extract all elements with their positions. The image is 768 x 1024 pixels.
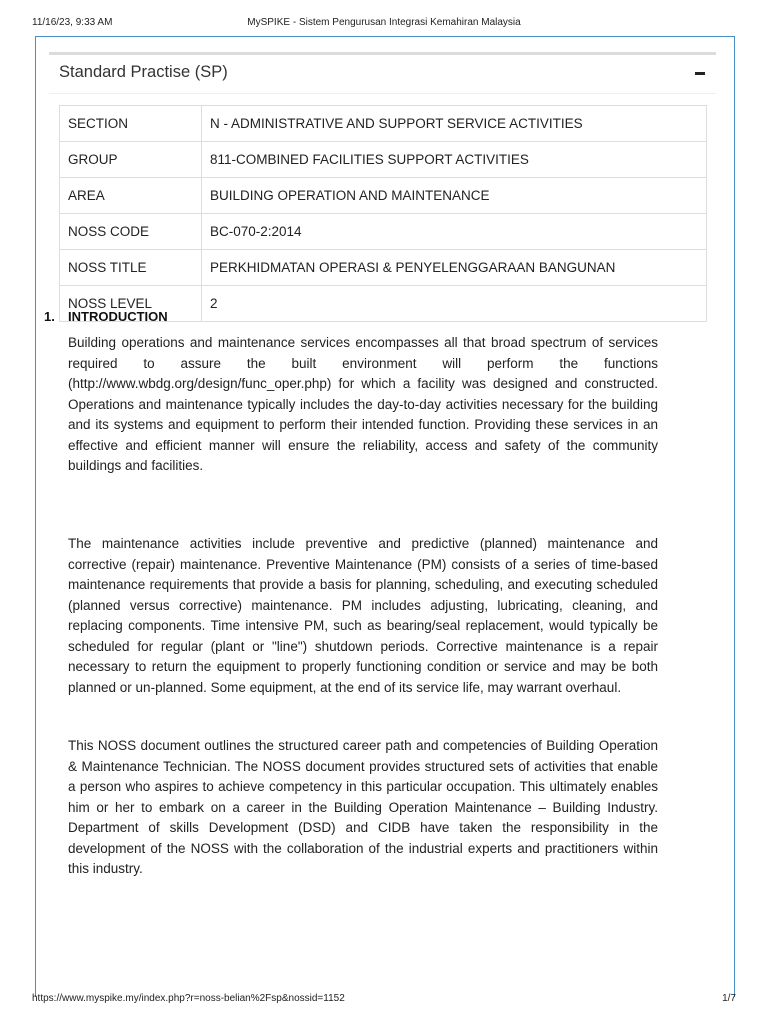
- row-value: BC-070-2:2014: [202, 214, 707, 250]
- row-label: AREA: [60, 178, 202, 214]
- table-row: [60, 106, 707, 142]
- table-row: [60, 250, 707, 286]
- introduction-paragraph-3: This NOSS document outlines the structured career path and competencies of Building Operation & Maintenance Technician. The NOSS document provides structured sets of activities that enable a person who aspires to achieve competency in this particular occupation. This ultimately enables him or her to embark on a career in the Building Operation Maintenance – Building Industry. Department of skills Development (DSD) and CIDB have taken the responsibility in the development of the NOSS with the collaboration of the industrial experts and practitioners within this industry.: [68, 738, 658, 876]
- table-row: [60, 214, 707, 250]
- print-page-title: MySPIKE - Sistem Pengurusan Integrasi Kemahiran Malaysia: [247, 17, 521, 28]
- section-title: INTRODUCTION: [68, 309, 168, 324]
- print-header: [32, 17, 736, 31]
- table-row: [60, 178, 707, 214]
- print-url: https://www.myspike.my/index.php?r=noss-belian%2Fsp&nossid=1152: [32, 993, 345, 1004]
- print-footer: [32, 993, 736, 1007]
- row-value: BUILDING OPERATION AND MAINTENANCE: [202, 178, 707, 214]
- row-label: SECTION: [60, 106, 202, 142]
- panel-header[interactable]: [49, 55, 716, 94]
- section-number: 1.: [44, 309, 55, 324]
- table-row: [60, 142, 707, 178]
- panel-title: Standard Practise (SP): [59, 63, 228, 81]
- row-label: NOSS LEVEL: [60, 286, 202, 322]
- row-value: 2: [202, 286, 707, 322]
- introduction-heading: [44, 309, 168, 324]
- row-label: GROUP: [60, 142, 202, 178]
- introduction-paragraph-1: Building operations and maintenance services encompasses all that broad spectrum of services required to assure the built environment will perform the functions (http://www.wbdg.org/design/func_oper.php) for which a facility was designed and constructed. Operations and maintenance typically includes the day-to-day activities necessary for the building and its systems and equipment to perform their intended function. Providing these services in an effective and efficient manner will ensure the reliability, access and safety of the community buildings and facilities.: [68, 335, 658, 473]
- row-value: PERKHIDMATAN OPERASI & PENYELENGGARAAN BANGUNAN: [202, 250, 707, 286]
- row-label: NOSS CODE: [60, 214, 202, 250]
- row-value: 811-COMBINED FACILITIES SUPPORT ACTIVITIES: [202, 142, 707, 178]
- row-label: NOSS TITLE: [60, 250, 202, 286]
- collapse-icon[interactable]: [695, 72, 705, 75]
- row-value: N - ADMINISTRATIVE AND SUPPORT SERVICE ACTIVITIES: [202, 106, 707, 142]
- introduction-paragraph-2: The maintenance activities include preventive and predictive (planned) maintenance and corrective (repair) maintenance. Preventive Maintenance (PM) consists of a series of time-based maintenance requirements that provide a basis for planning, scheduling, and executing scheduled (planned versus corrective) maintenance. PM includes adjusting, lubricating, cleaning, and replacing components. Time intensive PM, such as bearing/seal replacement, would typically be scheduled for regular (plant or "line") shutdown periods. Corrective maintenance is a repair necessary to return the equipment to properly functioning condition or service and may be both planned or un-planned. Some equipment, at the end of its service life, may warrant overhaul.: [68, 536, 658, 695]
- noss-info-table: [59, 105, 707, 322]
- print-page-number: 1/7: [722, 993, 736, 1004]
- print-datetime: 11/16/23, 9:33 AM: [32, 17, 113, 28]
